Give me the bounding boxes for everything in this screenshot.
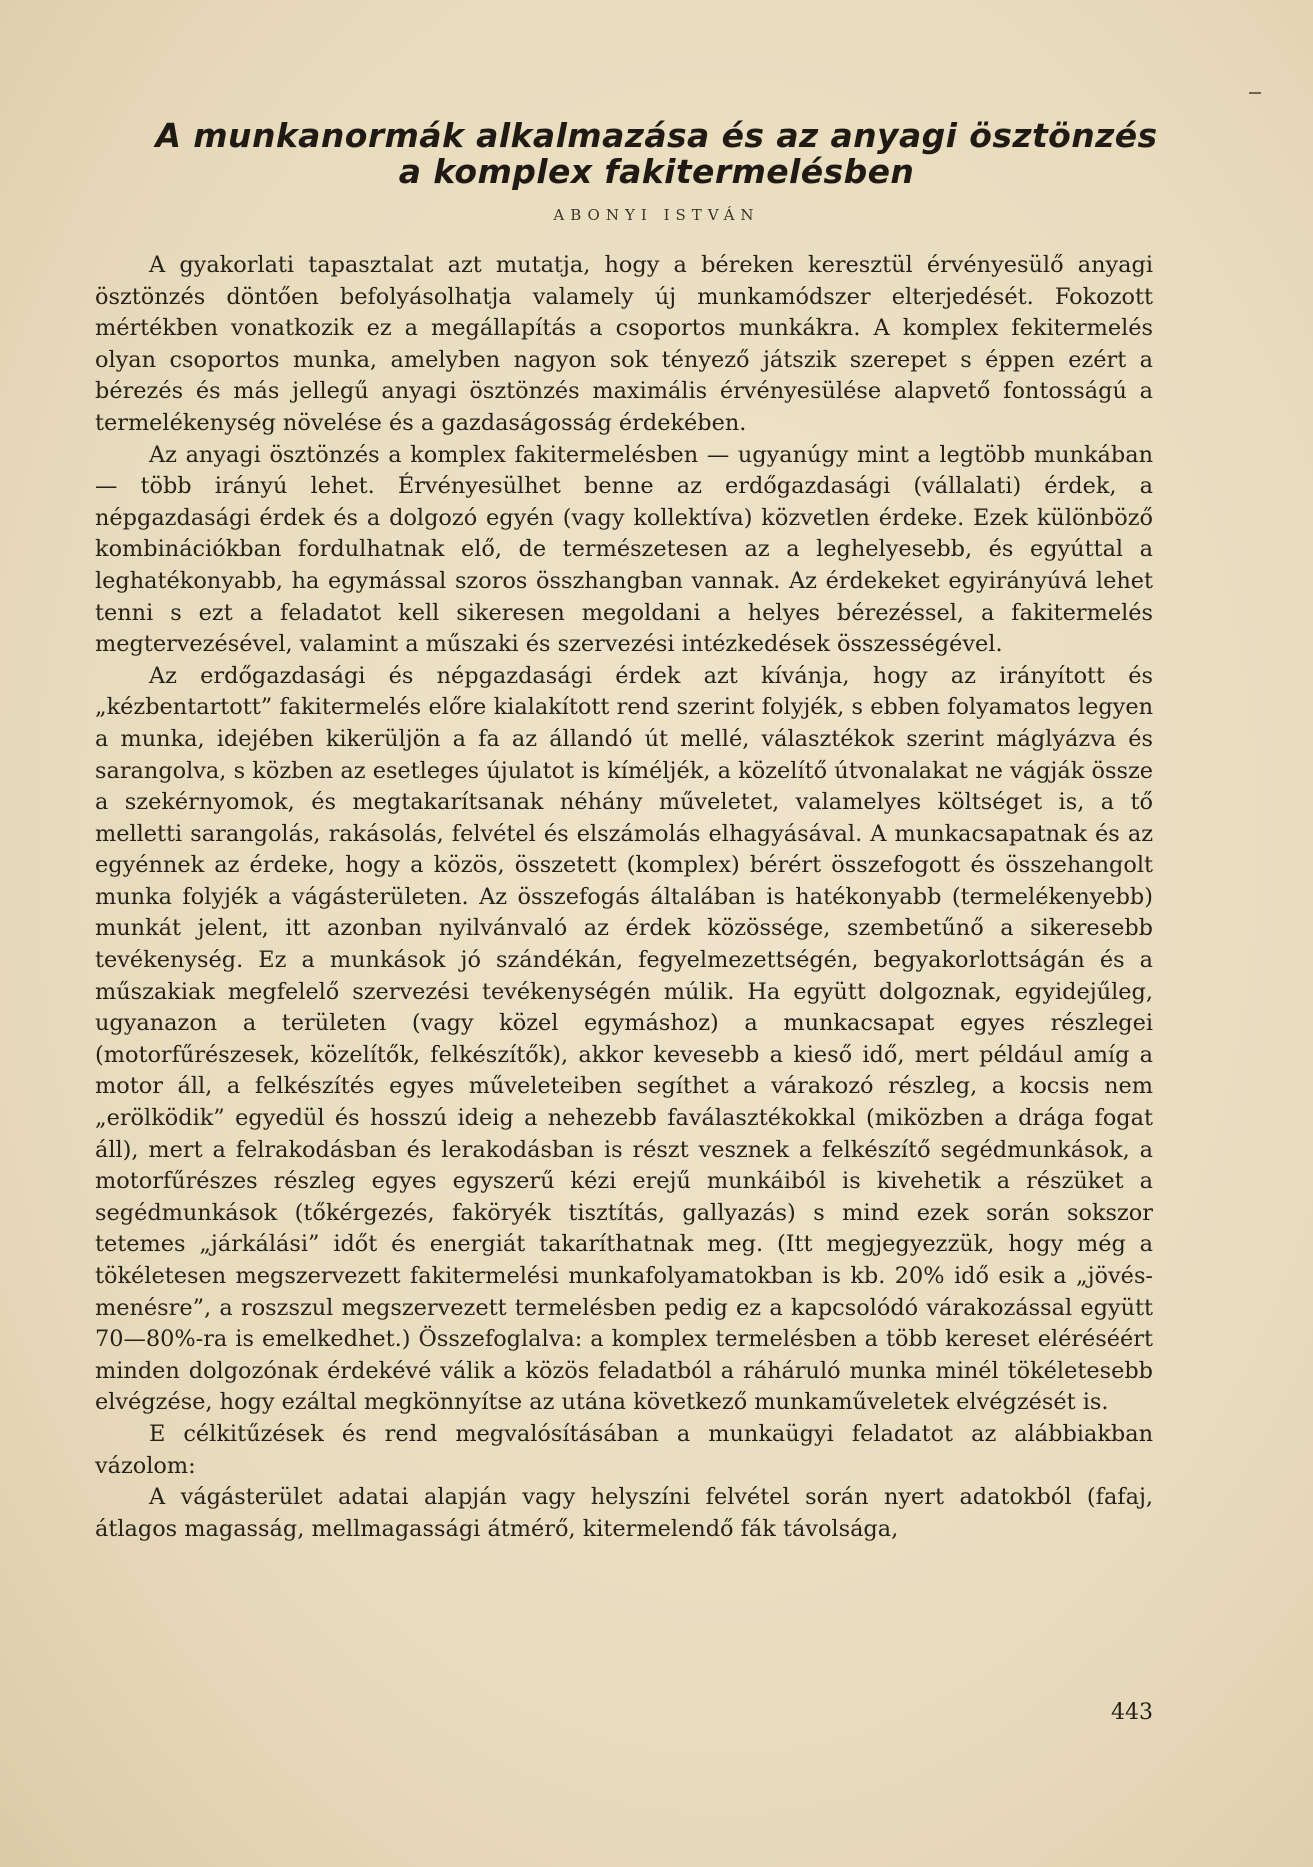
article-body bbox=[95, 250, 1153, 1545]
margin-mark bbox=[1249, 92, 1261, 94]
title-line-2: a komplex fakitermelésben bbox=[398, 152, 915, 191]
paragraph: Az erdőgazdasági és népgazdasági érdek azt kívánja, hogy az irányított és „kézbentartott” fakitermelés előre kialakított rend szerint folyjék, s ebben folyamatos legyen a munka, idejében kikerüljön a fa az állandó út mellé, választékok szerint máglyázva és sarangolva, s közben az esetleges újulatot is kíméljék, a közelítő útvonalakat ne vágják össze a szekérnyomok, és megtakarítsanak néhány műveletet, valamelyes költséget is, a tő melletti sarangolás, rakásolás, felvétel és elszámolás elhagyásával. A munkacsapatnak és az egyénnek az érdeke, hogy a közös, összetett (komplex) bérért összefogott és összehangolt munka folyjék a vágásterületen. Az összefogás általában is hatékonyabb (termelékenyebb) munkát jelent, itt azonban nyilvánvaló az érdek közössége, szembetűnő a sikeresebb tevékenység. Ez a munkások jó szándékán, fegyelmezettségén, begyakorlottságán és a műszakiak megfelelő szervezési tevékenységén múlik. Ha együtt dolgoznak, egyidejűleg, ugyanazon a területen (vagy közel egymáshoz) a munkacsapat egyes részlegei (motorfűrészesek, közelítők, felkészítők), akkor kevesebb a kieső idő, mert például amíg a motor áll, a felkészítés egyes műveleteiben segíthet a várakozó részleg, a kocsis nem „erölködik” egyedül és hosszú ideig a nehezebb faválasztékokkal (miközben a drága fogat áll), mert a felrakodásban és lerakodásban is részt vesznek a felkészítő segédmunkások, a motorfűrészes részleg egyes egyszerű kézi erejű munkáiból is kivehetik a részüket a segédmunkások (tőkérgezés, faköryék tisztítás, gallyazás) s mind ezek során sokszor tetemes „járkálási” időt és energiát takaríthatnak meg. (Itt megjegyezzük, hogy még a tökéletesen megszervezett fakitermelési munkafolyamatokban is kb. 20% idő esik a „jövés-menésre”, a roszszul megszervezett termelésben pedig ez a kapcsolódó várakozással együtt 70—80%-ra is emelkedhet.) Összefoglalva: a komplex termelésben a több kereset eléréséért minden dolgozónak érdekévé válik a közös feladatból a ráháruló munka minél tökéletesebb elvégzése, hogy ezáltal megkönnyítse az utána következő munkaműveletek elvégzését is. bbox=[95, 662, 1153, 1416]
page-number: 443 bbox=[1111, 1700, 1153, 1725]
author-name: ABONYI ISTVÁN bbox=[553, 206, 760, 224]
paragraph: E célkitűzések és rend megvalósításában a munkaügyi feladatot az alábbiakban vázolom: bbox=[95, 1420, 1153, 1479]
article-title bbox=[0, 118, 1313, 190]
paragraph: Az anyagi ösztönzés a komplex fakitermelésben — ugyanúgy mint a legtöbb munkában — több irányú lehet. Érvényesülhet benne az erdőgazdasági (vállalati) érdek, a népgazdasági érdek és a dolgozó egyén (vagy kollektíva) közvetlen érdeke. Ezek különböző kombinációkban fordulhatnak elő, de természetesen az a leghelyesebb, és egyúttal a leghatékonyabb, ha egymással szoros összhangban vannak. Az érdekeket egyirányúvá lehet tenni s ezt a feladatot kell sikeresen megoldani a helyes bérezéssel, a fakitermelés megtervezésével, valamint a műszaki és szervezési intézkedések összességével. bbox=[95, 441, 1153, 658]
paragraph: A gyakorlati tapasztalat azt mutatja, hogy a béreken keresztül érvényesülő anyagi ösztönzés döntően befolyásolhatja valamely új munkamódszer elterjedését. Fokozott mértékben vonatkozik ez a megállapítás a csoportos munkákra. A komplex fekitermelés olyan csoportos munka, amelyben nagyon sok tényező játszik szerepet s éppen ezért a bérezés és más jellegű anyagi ösztönzés maximális érvényesülése alapvető fontosságú a termelékenység növelése és a gazdaságosság érdekében. bbox=[95, 252, 1153, 436]
title-line-1: A munkanormák alkalmazása és az anyagi ösztönzés bbox=[155, 116, 1158, 155]
paragraph: A vágásterület adatai alapján vagy helyszíni felvétel során nyert adatokból (fafaj, átlagos magasság, mellmagassági átmérő, kitermelendő fák távolsága, bbox=[95, 1484, 1153, 1542]
